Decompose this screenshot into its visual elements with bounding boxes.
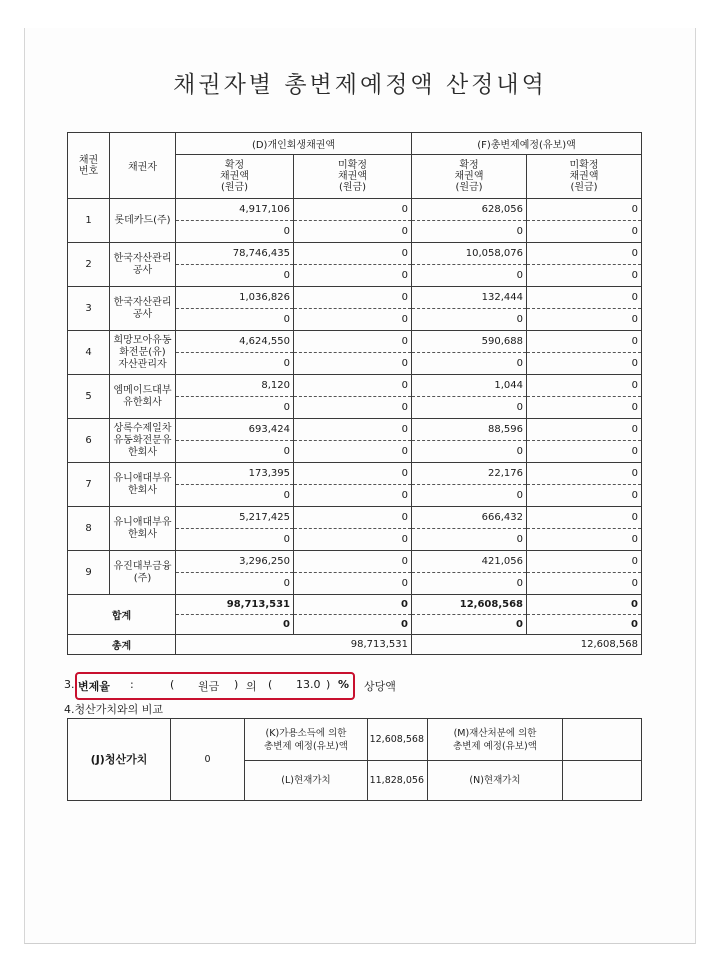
creditor-number: 3 [68, 287, 110, 331]
sum-f-confirmed-sub: 0 [412, 615, 527, 635]
sum-d-confirmed: 98,713,531 [176, 595, 294, 615]
d-confirmed-amount: 1,036,826 [176, 287, 294, 309]
f-confirmed-sub: 0 [412, 265, 527, 287]
d-confirmed-amount: 4,917,106 [176, 199, 294, 221]
ratio-prefix: 3. [64, 678, 75, 691]
d-confirmed-sub: 0 [176, 573, 294, 595]
table-row [68, 331, 642, 353]
ratio-open-paren-2: ( [268, 678, 273, 691]
present-value-l: 11,828,056 [368, 761, 428, 801]
creditor-name: 유니애대부유한회사 [110, 507, 176, 551]
creditor-name: 유니애대부유한회사 [110, 463, 176, 507]
f-confirmed-amount: 22,176 [412, 463, 527, 485]
ratio-close-paren: ) [234, 678, 239, 691]
creditor-name: 엠메이드대부유한회사 [110, 375, 176, 419]
f-unconfirmed-sub: 0 [527, 397, 642, 419]
creditor-name: 유진대부금융(주) [110, 551, 176, 595]
present-value-n-label: (N)현재가치 [428, 761, 563, 801]
table-row [68, 551, 642, 573]
d-confirmed-amount: 173,395 [176, 463, 294, 485]
section-4-heading: 4.청산가치와의 비교 [64, 703, 163, 716]
ratio-of: 의 [246, 680, 257, 693]
d-unconfirmed-amount: 0 [294, 375, 412, 397]
header-f-unconfirmed: 미확정 채권액 (원금) [527, 155, 642, 199]
creditor-number: 9 [68, 551, 110, 595]
comparison-table [67, 718, 642, 801]
d-unconfirmed-sub: 0 [294, 573, 412, 595]
f-confirmed-sub: 0 [412, 573, 527, 595]
sum-d-confirmed-sub: 0 [176, 615, 294, 635]
d-unconfirmed-sub: 0 [294, 529, 412, 551]
asset-disposal-label: (M)재산처분에 의한 총변제 예정(유보)액 [428, 719, 563, 761]
income-repayment-label: (K)가용소득에 의한 총변제 예정(유보)액 [245, 719, 368, 761]
sum-label: 합계 [68, 595, 176, 635]
f-unconfirmed-amount: 0 [527, 331, 642, 353]
d-unconfirmed-amount: 0 [294, 199, 412, 221]
header-no: 채권 번호 [68, 133, 110, 199]
header-creditor: 채권자 [110, 133, 176, 199]
f-unconfirmed-sub: 0 [527, 309, 642, 331]
f-unconfirmed-amount: 0 [527, 375, 642, 397]
creditor-number: 1 [68, 199, 110, 243]
d-unconfirmed-sub: 0 [294, 397, 412, 419]
d-confirmed-sub: 0 [176, 265, 294, 287]
present-value-l-label: (L)현재가치 [245, 761, 368, 801]
f-confirmed-amount: 666,432 [412, 507, 527, 529]
creditor-number: 4 [68, 331, 110, 375]
creditor-number: 7 [68, 463, 110, 507]
ratio-colon: : [130, 678, 134, 691]
sum-f-confirmed: 12,608,568 [412, 595, 527, 615]
f-confirmed-amount: 88,596 [412, 419, 527, 441]
page-title: 채권자별 총변제예정액 산정내역 [173, 72, 547, 98]
table-row [68, 419, 642, 441]
d-confirmed-amount: 3,296,250 [176, 551, 294, 573]
f-unconfirmed-amount: 0 [527, 243, 642, 265]
d-unconfirmed-sub: 0 [294, 353, 412, 375]
present-value-n [563, 761, 642, 801]
d-unconfirmed-sub: 0 [294, 441, 412, 463]
d-confirmed-sub: 0 [176, 309, 294, 331]
header-d-confirmed: 확정 채권액 (원금) [176, 155, 294, 199]
sum-f-unconfirmed-sub: 0 [527, 615, 642, 635]
ratio-value: 13.0 [296, 678, 321, 691]
d-unconfirmed-amount: 0 [294, 287, 412, 309]
ratio-close-paren-2: ) [326, 678, 331, 691]
sum-d-unconfirmed: 0 [294, 595, 412, 615]
d-unconfirmed-amount: 0 [294, 551, 412, 573]
f-confirmed-sub: 0 [412, 441, 527, 463]
header-f-confirmed: 확정 채권액 (원금) [412, 155, 527, 199]
f-unconfirmed-sub: 0 [527, 353, 642, 375]
f-confirmed-amount: 1,044 [412, 375, 527, 397]
d-confirmed-amount: 8,120 [176, 375, 294, 397]
d-unconfirmed-amount: 0 [294, 419, 412, 441]
f-confirmed-sub: 0 [412, 529, 527, 551]
table-row [68, 287, 642, 309]
liquidation-value: 0 [171, 719, 245, 801]
f-unconfirmed-amount: 0 [527, 463, 642, 485]
header-group-d: (D)개인회생채권액 [176, 133, 412, 155]
liquidation-value-label: (J)청산가치 [68, 719, 171, 801]
f-confirmed-amount: 628,056 [412, 199, 527, 221]
total-row [68, 635, 642, 655]
table-row [68, 199, 642, 221]
d-unconfirmed-sub: 0 [294, 485, 412, 507]
d-confirmed-sub: 0 [176, 529, 294, 551]
f-unconfirmed-sub: 0 [527, 529, 642, 551]
f-unconfirmed-sub: 0 [527, 265, 642, 287]
header-d-unconfirmed: 미확정 채권액 (원금) [294, 155, 412, 199]
d-unconfirmed-sub: 0 [294, 265, 412, 287]
table-row [68, 463, 642, 485]
d-confirmed-sub: 0 [176, 221, 294, 243]
f-confirmed-sub: 0 [412, 485, 527, 507]
total-label: 총계 [68, 635, 176, 655]
creditor-name: 롯데카드(주) [110, 199, 176, 243]
creditor-name: 한국자산관리공사 [110, 287, 176, 331]
creditor-table [67, 132, 642, 655]
ratio-label: 변제율 [78, 680, 110, 693]
d-unconfirmed-sub: 0 [294, 221, 412, 243]
total-d: 98,713,531 [176, 635, 412, 655]
f-unconfirmed-amount: 0 [527, 507, 642, 529]
ratio-suffix: 상당액 [364, 680, 396, 693]
table-row [68, 507, 642, 529]
f-confirmed-amount: 10,058,076 [412, 243, 527, 265]
f-unconfirmed-sub: 0 [527, 485, 642, 507]
d-confirmed-sub: 0 [176, 485, 294, 507]
asset-disposal-value [563, 719, 642, 761]
f-unconfirmed-sub: 0 [527, 441, 642, 463]
f-confirmed-sub: 0 [412, 309, 527, 331]
f-confirmed-sub: 0 [412, 221, 527, 243]
table-row [68, 375, 642, 397]
d-confirmed-amount: 78,746,435 [176, 243, 294, 265]
d-confirmed-sub: 0 [176, 441, 294, 463]
d-unconfirmed-amount: 0 [294, 507, 412, 529]
f-unconfirmed-amount: 0 [527, 419, 642, 441]
creditor-name: 상록수제일차유동화전문유한회사 [110, 419, 176, 463]
sum-row [68, 595, 642, 615]
creditor-name: 희망모아유동화전문(유) 자산관리자 [110, 331, 176, 375]
d-unconfirmed-sub: 0 [294, 309, 412, 331]
creditor-number: 5 [68, 375, 110, 419]
sum-f-unconfirmed: 0 [527, 595, 642, 615]
d-unconfirmed-amount: 0 [294, 331, 412, 353]
d-confirmed-amount: 5,217,425 [176, 507, 294, 529]
f-unconfirmed-amount: 0 [527, 551, 642, 573]
ratio-percent: % [338, 678, 350, 691]
d-confirmed-amount: 4,624,550 [176, 331, 294, 353]
f-unconfirmed-sub: 0 [527, 573, 642, 595]
ratio-open-paren: ( [170, 678, 175, 691]
creditor-number: 8 [68, 507, 110, 551]
f-confirmed-amount: 590,688 [412, 331, 527, 353]
ratio-unit: 원금 [198, 680, 220, 693]
d-confirmed-sub: 0 [176, 397, 294, 419]
table-row [68, 243, 642, 265]
ratio-highlight-box [75, 672, 355, 700]
header-group-f: (F)총변제예정(유보)액 [412, 133, 642, 155]
f-unconfirmed-amount: 0 [527, 199, 642, 221]
creditor-number: 2 [68, 243, 110, 287]
d-confirmed-sub: 0 [176, 353, 294, 375]
f-confirmed-amount: 132,444 [412, 287, 527, 309]
creditor-name: 한국자산관리공사 [110, 243, 176, 287]
income-repayment-value: 12,608,568 [368, 719, 428, 761]
f-confirmed-sub: 0 [412, 353, 527, 375]
f-unconfirmed-amount: 0 [527, 287, 642, 309]
d-unconfirmed-amount: 0 [294, 463, 412, 485]
f-unconfirmed-sub: 0 [527, 221, 642, 243]
d-confirmed-amount: 693,424 [176, 419, 294, 441]
d-unconfirmed-amount: 0 [294, 243, 412, 265]
sum-d-unconfirmed-sub: 0 [294, 615, 412, 635]
f-confirmed-amount: 421,056 [412, 551, 527, 573]
creditor-number: 6 [68, 419, 110, 463]
total-f: 12,608,568 [412, 635, 642, 655]
f-confirmed-sub: 0 [412, 397, 527, 419]
